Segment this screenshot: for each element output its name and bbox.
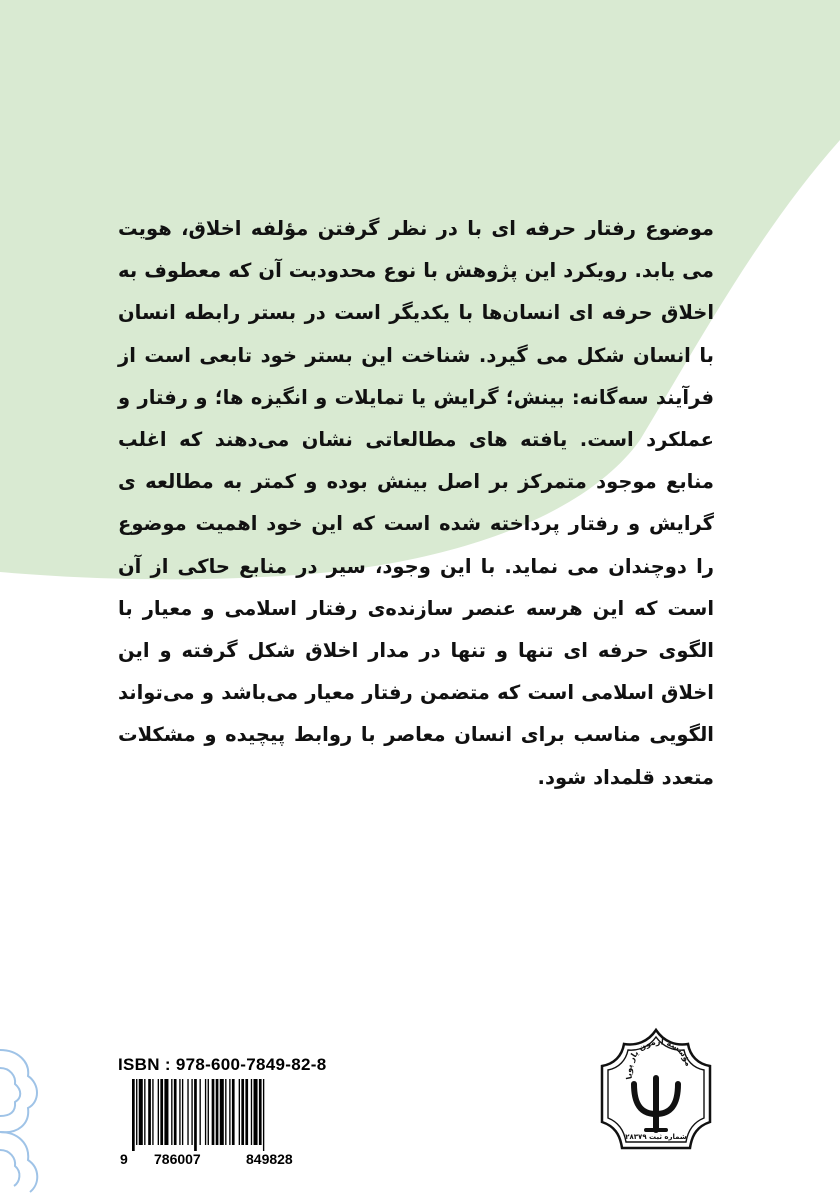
barcode-bar (152, 1079, 153, 1145)
barcode-digits-left: 786007 (154, 1151, 201, 1167)
barcode-bar (239, 1079, 240, 1145)
barcode-bar (254, 1079, 258, 1145)
barcode-bar (263, 1079, 264, 1151)
logo-registration-text: شماره ثبت ۲۸۳۷۹ (625, 1133, 687, 1141)
barcode-bar (187, 1079, 188, 1145)
barcode-bar (171, 1079, 172, 1145)
barcode-bar (191, 1079, 192, 1145)
psi-symbol-icon (634, 1078, 678, 1130)
barcode-bar (158, 1079, 159, 1145)
barcode-bar (229, 1079, 230, 1145)
barcode-bar (232, 1079, 235, 1145)
barcode-bar (132, 1079, 135, 1151)
barcode-bar (174, 1079, 177, 1145)
back-cover-blurb: موضوع رفتار حرفه ای با در نظر گرفتن مؤلفه اخلاق، هویت می یابد. رویکرد این پژوهش با نوع محدودیت آن که معطوف به اخلاق حرفه ای انسان‌ها با یکدیگر است در بستر رابطه انسان با انسان شکل می گیرد. شناخت این بستر خود تابعی است از فرآیند سه‌گانه: بینش؛ گرایش یا تمایلات و انگیزه ها؛ و رفتار و عملکرد است. یافته های مطالعاتی نشان می‌دهند که اغلب منابع موجود متمرکز بر اصل بینش بوده و کمتر به مطالعه ی گرایش و رفتار پرداخته شده است که این خود اهمیت موضوع را دوچندان می نماید. با این وجود، سیر در منابع حاکی از آن است که این هرسه عنصر سازنده‌ی رفتار اسلامی و معیار با الگوی حرفه ای تنها و تنها در مدار اخلاق شکل گرفته و این اخلاق اسلامی است که متضمن رفتار معیار می‌باشد و می‌تواند الگویی مناسب برای انسان معاصر با روابط پیچیده و مشکلات متعدد قلمداد شود. (118, 217, 714, 789)
barcode-bar (251, 1079, 252, 1145)
barcode-bar (164, 1079, 168, 1145)
barcode-digits-right: 849828 (246, 1151, 293, 1167)
barcode-bar (205, 1079, 206, 1145)
barcode-bar (148, 1079, 151, 1145)
barcode-digits (118, 1151, 348, 1169)
barcode-bar (259, 1079, 262, 1145)
barcode-bar (216, 1079, 219, 1145)
logo-arc-text: مؤسسه آزمون یار پویا (624, 1037, 694, 1081)
barcode-bar (182, 1079, 183, 1145)
barcode-bar (144, 1079, 145, 1145)
barcode-bar (220, 1079, 224, 1145)
barcode (118, 1079, 328, 1151)
barcode-bar (194, 1079, 197, 1151)
barcode-bar (245, 1079, 248, 1145)
barcode-bar (179, 1079, 180, 1145)
barcode-bar (200, 1079, 201, 1145)
isbn-block (118, 1055, 348, 1169)
barcode-bar (212, 1079, 215, 1145)
barcode-bar (225, 1079, 226, 1145)
barcode-bar (160, 1079, 163, 1145)
corner-ornament (0, 1020, 46, 1200)
barcode-bar (139, 1079, 143, 1145)
isbn-number: ISBN : 978-600-7849-82-8 (118, 1055, 327, 1074)
barcode-digit-first: 9 (120, 1151, 128, 1167)
barcode-bar (208, 1079, 209, 1145)
barcode-bar (241, 1079, 244, 1145)
barcode-bar (136, 1079, 137, 1145)
publisher-logo (598, 1026, 714, 1156)
